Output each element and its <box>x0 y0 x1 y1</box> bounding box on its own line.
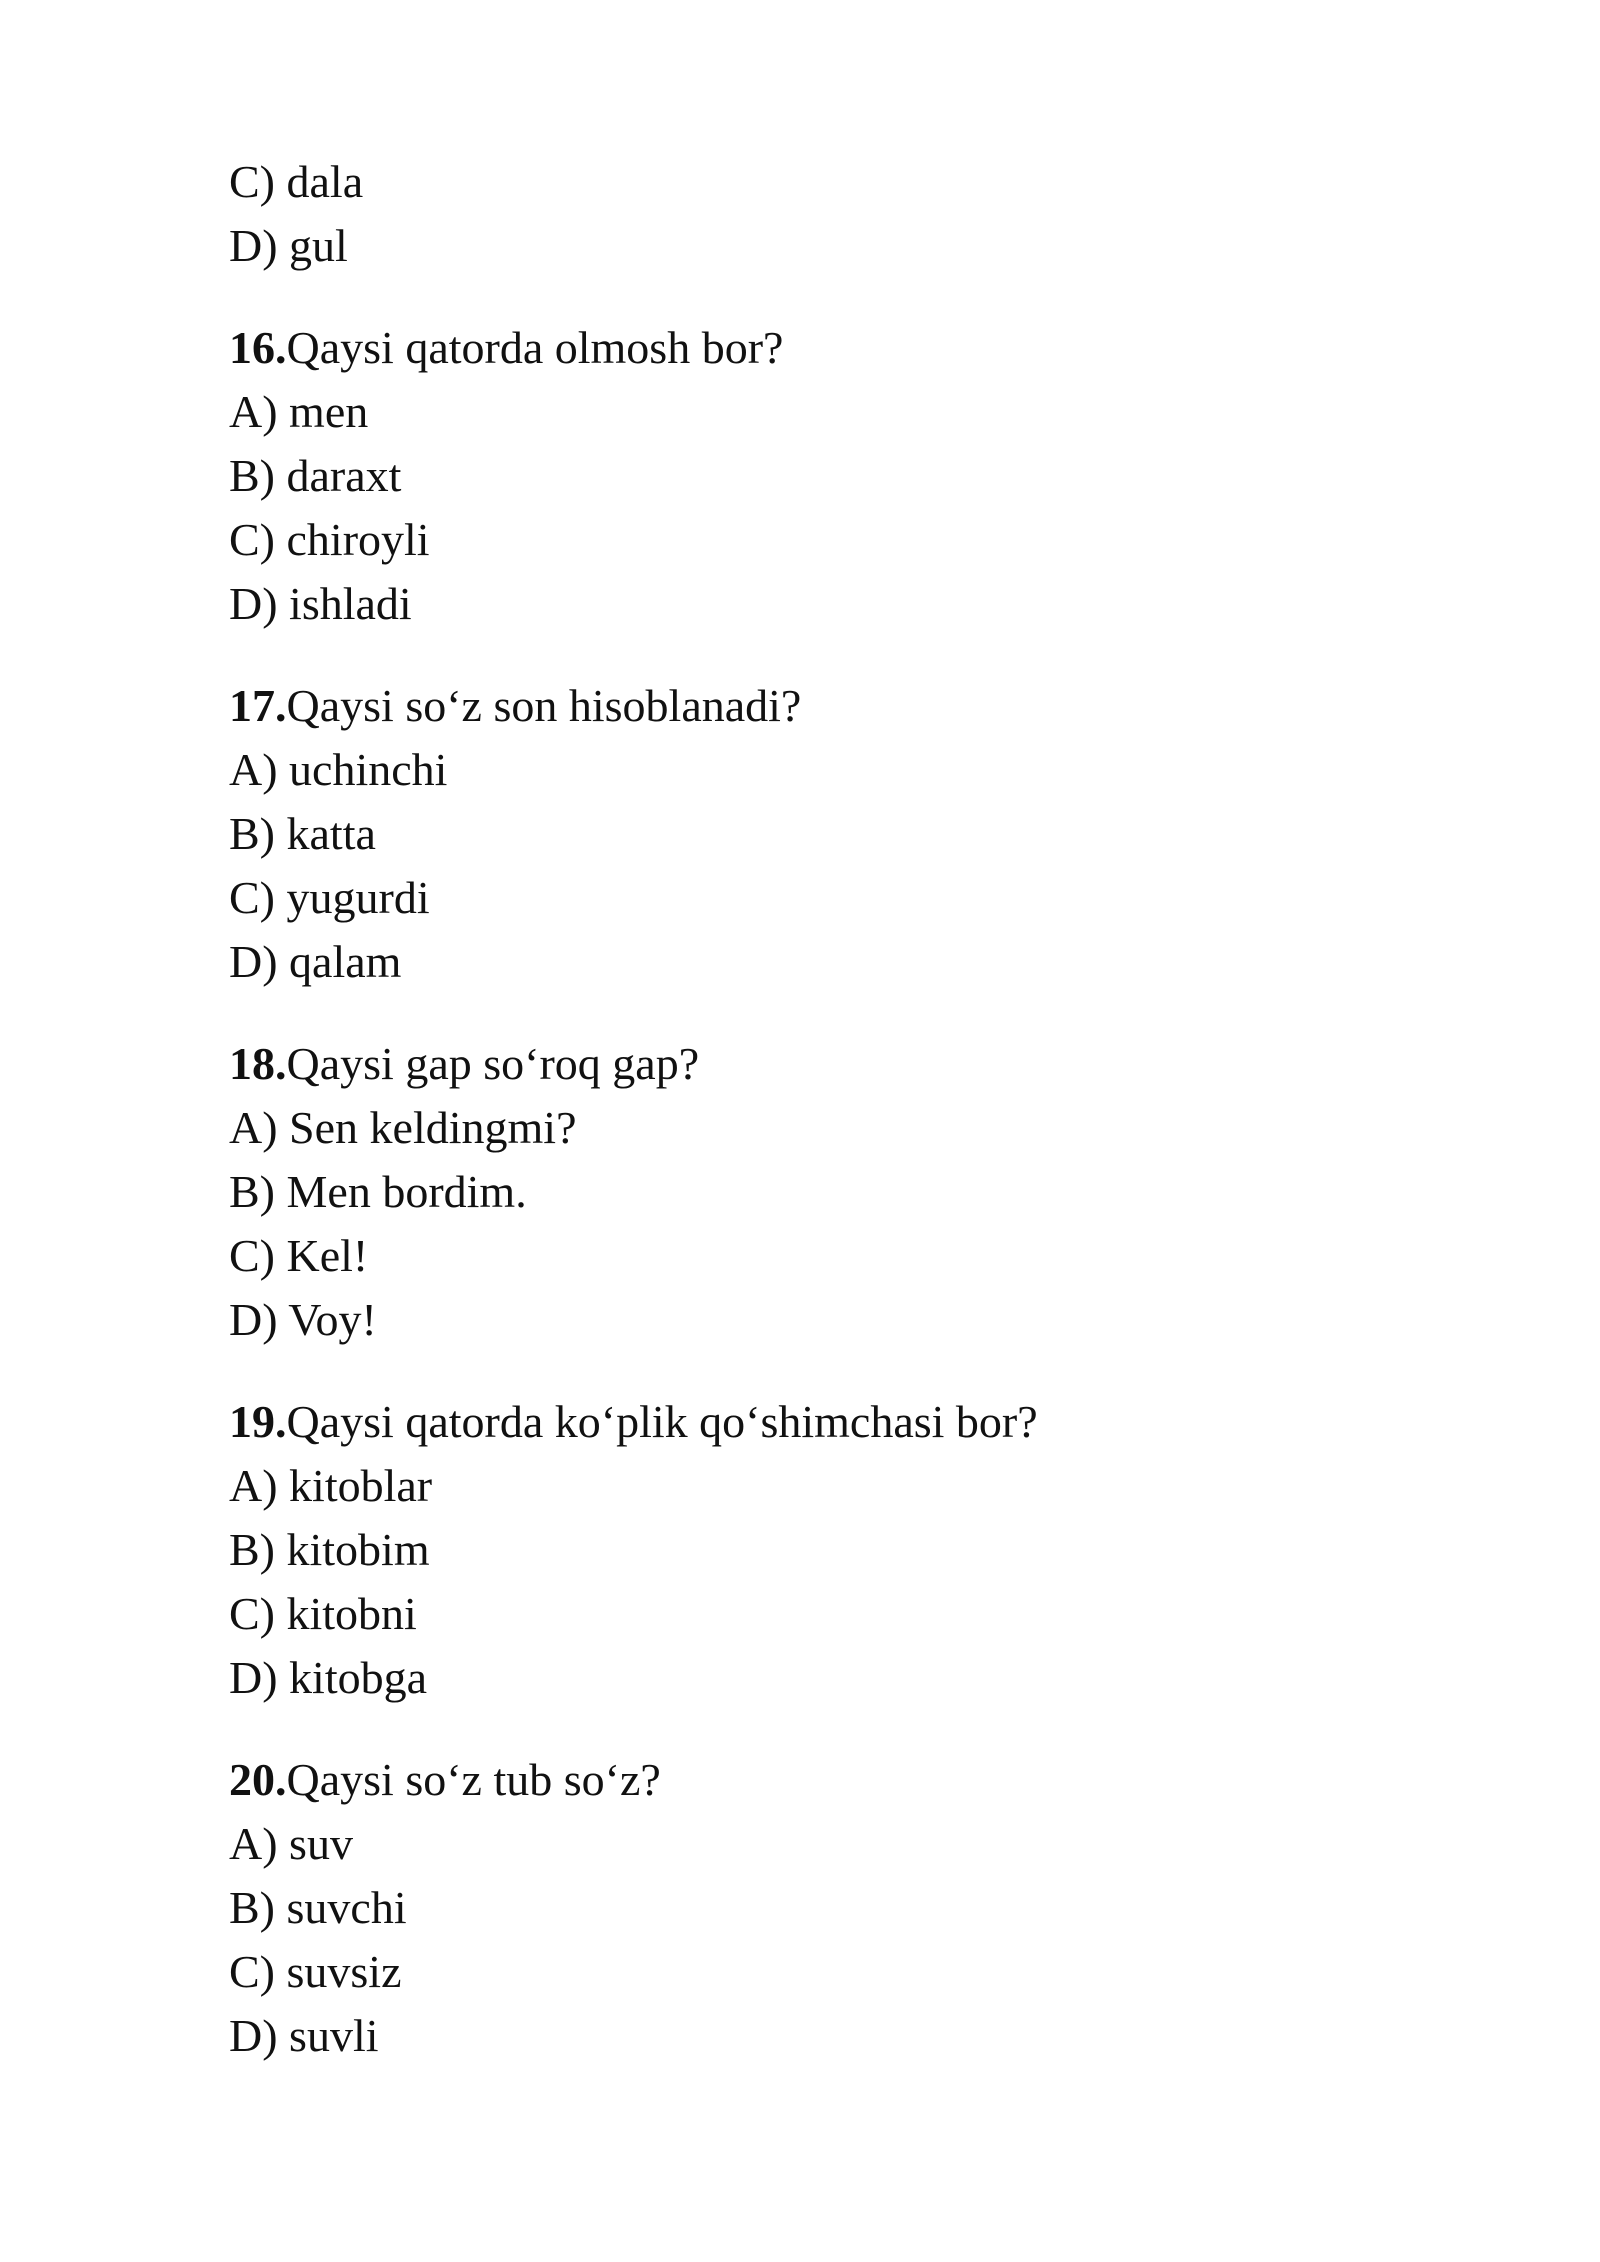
question-line <box>229 674 1429 738</box>
option-letter: B) <box>229 1882 275 1933</box>
question-text: Qaysi so‘z son hisoblanadi? <box>286 680 802 731</box>
option-text: men <box>289 386 369 437</box>
option-text: daraxt <box>286 450 402 501</box>
option-line <box>229 738 1429 802</box>
continued-options <box>229 150 1429 278</box>
option-text: ishladi <box>289 578 412 629</box>
option-letter: C) <box>229 1588 275 1639</box>
option-letter: C) <box>229 1946 275 1997</box>
option-letter: A) <box>229 744 278 795</box>
option-letter: B) <box>229 808 275 859</box>
option-text: kitobni <box>286 1588 417 1639</box>
option-letter: B) <box>229 1166 275 1217</box>
option-letter: A) <box>229 1102 278 1153</box>
question-line <box>229 1032 1429 1096</box>
option-text: katta <box>286 808 376 859</box>
option-letter: D) <box>229 578 278 629</box>
option-letter: D) <box>229 1652 278 1703</box>
option-text: dala <box>286 156 364 207</box>
option-line <box>229 1454 1429 1518</box>
option-line <box>229 150 1429 214</box>
option-text: chiroyli <box>286 514 430 565</box>
option-text: kitobga <box>289 1652 428 1703</box>
option-line <box>229 1224 1429 1288</box>
question-line <box>229 1748 1429 1812</box>
option-letter: C) <box>229 872 275 923</box>
option-line <box>229 1940 1429 2004</box>
option-line <box>229 2004 1429 2068</box>
option-line <box>229 1582 1429 1646</box>
question-number: 19. <box>229 1396 287 1447</box>
option-line <box>229 930 1429 994</box>
option-letter: D) <box>229 1294 278 1345</box>
question-16 <box>229 316 1429 636</box>
option-text: Kel! <box>286 1230 369 1281</box>
question-number: 18. <box>229 1038 287 1089</box>
option-text: Men bordim. <box>286 1166 527 1217</box>
option-letter: B) <box>229 1524 275 1575</box>
option-letter: B) <box>229 450 275 501</box>
option-line <box>229 572 1429 636</box>
option-text: Voy! <box>288 1294 377 1345</box>
option-text: kitoblar <box>289 1460 433 1511</box>
option-letter: C) <box>229 1230 275 1281</box>
option-line <box>229 214 1429 278</box>
question-text: Qaysi gap so‘roq gap? <box>286 1038 700 1089</box>
option-letter: D) <box>229 220 278 271</box>
option-letter: C) <box>229 156 275 207</box>
option-line <box>229 1518 1429 1582</box>
option-letter: D) <box>229 936 278 987</box>
question-text: Qaysi qatorda olmosh bor? <box>286 322 784 373</box>
document-page <box>229 150 1429 2068</box>
option-line <box>229 1288 1429 1352</box>
option-line <box>229 508 1429 572</box>
option-text: suv <box>289 1818 353 1869</box>
question-17 <box>229 674 1429 994</box>
question-19 <box>229 1390 1429 1710</box>
option-text: suvsiz <box>286 1946 402 1997</box>
question-number: 20. <box>229 1754 287 1805</box>
option-letter: C) <box>229 514 275 565</box>
option-letter: D) <box>229 2010 278 2061</box>
question-number: 17. <box>229 680 287 731</box>
option-text: qalam <box>289 936 402 987</box>
option-line <box>229 1812 1429 1876</box>
question-20 <box>229 1748 1429 2068</box>
option-line <box>229 866 1429 930</box>
option-line <box>229 380 1429 444</box>
option-line <box>229 1876 1429 1940</box>
question-line <box>229 1390 1429 1454</box>
question-18 <box>229 1032 1429 1352</box>
option-text: gul <box>289 220 348 271</box>
option-line <box>229 802 1429 866</box>
option-text: suvli <box>289 2010 379 2061</box>
question-number: 16. <box>229 322 287 373</box>
option-line <box>229 1096 1429 1160</box>
option-line <box>229 444 1429 508</box>
question-text: Qaysi qatorda ko‘plik qo‘shimchasi bor? <box>286 1396 1038 1447</box>
option-text: yugurdi <box>286 872 430 923</box>
option-text: Sen keldingmi? <box>289 1102 577 1153</box>
option-letter: A) <box>229 386 278 437</box>
option-line <box>229 1160 1429 1224</box>
option-letter: A) <box>229 1460 278 1511</box>
question-text: Qaysi so‘z tub so‘z? <box>286 1754 661 1805</box>
option-text: kitobim <box>286 1524 430 1575</box>
option-text: uchinchi <box>289 744 448 795</box>
option-line <box>229 1646 1429 1710</box>
option-text: suvchi <box>286 1882 407 1933</box>
option-letter: A) <box>229 1818 278 1869</box>
question-line <box>229 316 1429 380</box>
